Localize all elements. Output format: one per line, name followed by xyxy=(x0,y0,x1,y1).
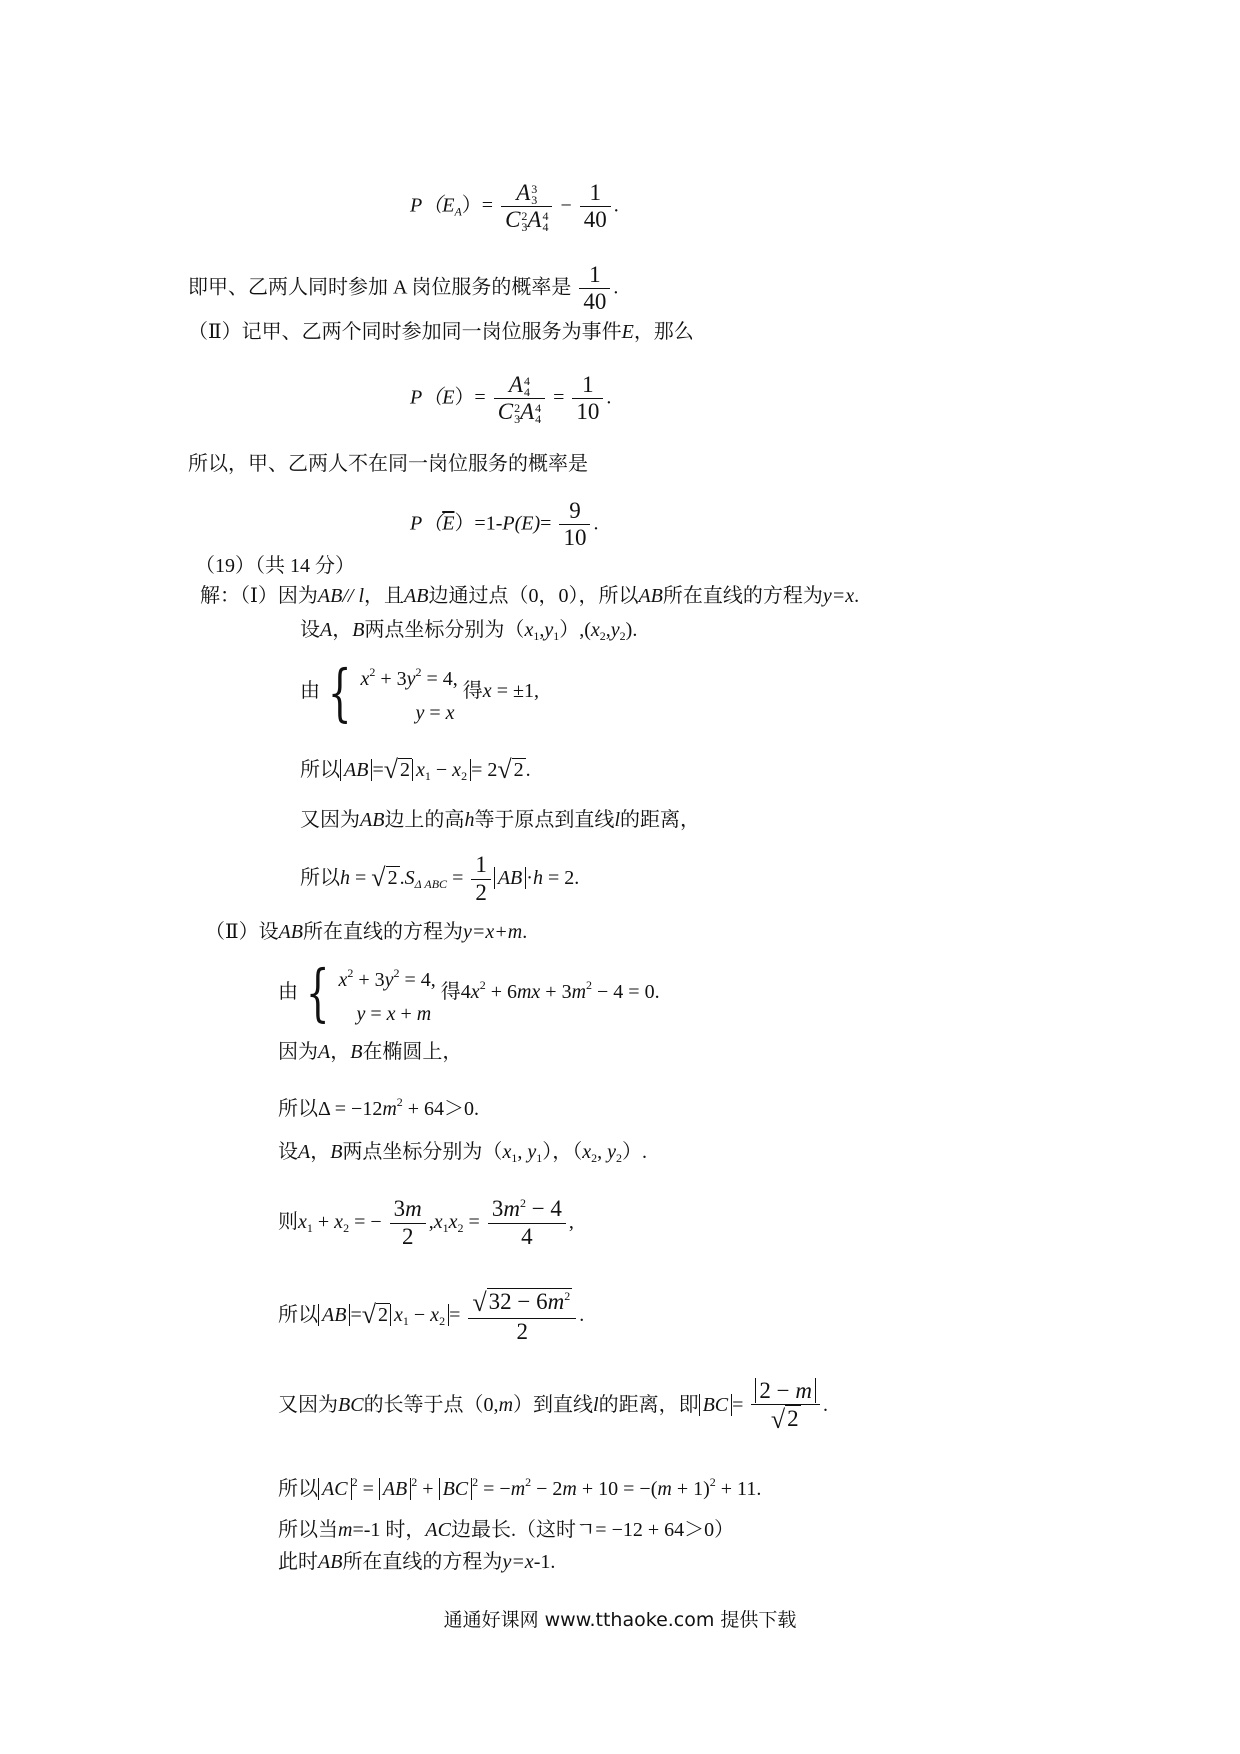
probability-statement-not-same: 所以，甲、乙两人不在同一岗位服务的概率是 xyxy=(188,453,588,475)
discriminant: 所以$\Delta = -12m^2 + 64>0$. xyxy=(278,1095,480,1120)
points-on-ellipse: 因为A，B在椭圆上， xyxy=(278,1041,463,1063)
page-footer: 通通好课网 www.tthaoke.com 提供下载 xyxy=(443,1609,797,1631)
height-statement: 又因为AB边上的高h等于原点到直线l的距离， xyxy=(300,809,700,831)
solution-part-i: 解：（Ⅰ）因为AB// l，且AB边通过点（0，0），所以AB所在直线的方程为y=x. xyxy=(200,585,860,607)
final-line-equation: 此时AB所在直线的方程为y=x-1. xyxy=(278,1551,556,1573)
part-ii-intro: （Ⅱ）记甲、乙两个同时参加同一岗位服务为事件E，那么 xyxy=(188,321,694,343)
max-ac-condition: 所以当m=-1 时，AC边最长.（这时ㄱ= −12 + 64＞0） xyxy=(278,1519,735,1541)
formula-p-ea: $P(E_A)=$ A 3 3 C 2 3 A 4 4 − $\frac{1}{40}$ . xyxy=(410,180,619,235)
coordinates-a-b: 设A，B两点坐标分别为$(x_1,y_1),(x_2,y_2)$. xyxy=(300,619,638,643)
equation-system-1: 由 { $x^2 + 3y^2 = 4$, y = x 得x = ±1, xyxy=(300,655,539,729)
formula-p-e-bar: $P(\overline{E})=1-P(E)=$ $\frac{9}{10}$ . xyxy=(410,498,599,551)
formula-p-e: P（E）= A 4 4 C 2 3 A 4 4 = $\frac{1}{10}$ . xyxy=(410,372,612,427)
coordinates-a-b-2: 设A，B两点坐标分别为（$x_1$, $y_1$），（$x_2$, $y_2$）. xyxy=(278,1141,647,1165)
area-formula: 所以h = √ 2 $.S_{\Delta ABC}$ = $\frac{1}{2}$ AB ·h = 2. xyxy=(300,852,580,905)
probability-statement-a: 即甲、乙两人同时参加 A 岗位服务的概率是 $\frac{1}{40}$ . xyxy=(188,262,619,315)
length-ab-2: 所以 AB =√ 2 $x_1 - x_2$ = $\frac{√32 - 6m^2}{2}$ . xyxy=(278,1287,585,1344)
length-ab-1: 所以 AB =√ 2 $x_1 - x_2 = 2√$ 2 . xyxy=(300,755,531,784)
equation-system-2: 由 { $x^2 + 3y^2 = 4$, y = x + m 得$4x^2 + 6mx + 3m^2 - 4 = 0$. xyxy=(278,956,660,1030)
solution-part-ii: （Ⅱ）设AB所在直线的方程为y=x+m. xyxy=(205,921,528,943)
vieta-formulas: 则$x_1 + x_2$ = − $\frac{3m}{2}$ $,x_1x_2$ = $\frac{3m^2 - 4}{4}$ , xyxy=(278,1196,574,1249)
length-ac-squared: 所以 AC $^2$ = AB $^2$ + BC $^2 = -m^2 - 2m + 10 = -(m + 1)^2 + 11$. xyxy=(278,1475,762,1500)
question-19-heading: （19）（共 14 分） xyxy=(195,555,355,577)
length-bc: 又因为BC的长等于点（0,m）到直线l的距离，即 BC = $\frac{2 - m}{√2}$ . xyxy=(278,1377,829,1435)
